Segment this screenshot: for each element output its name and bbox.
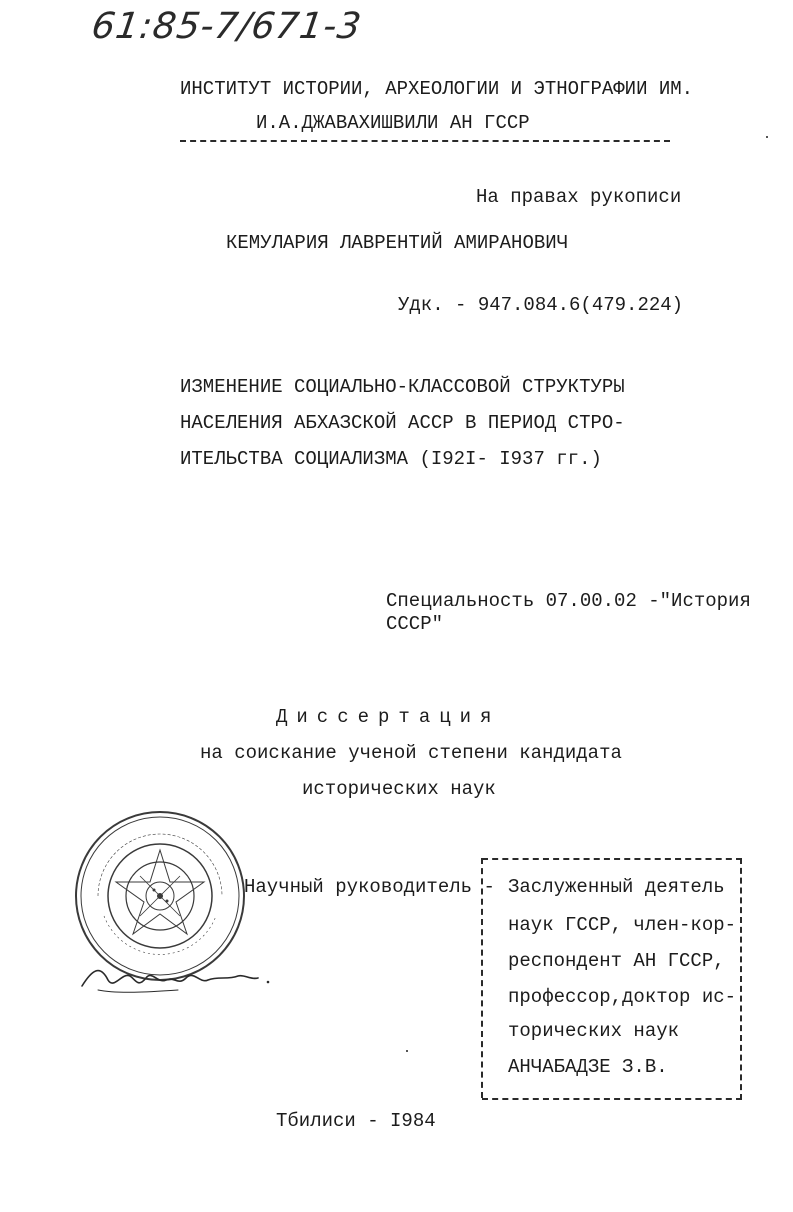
dissertation-line-2: исторических наук bbox=[302, 778, 496, 800]
supervisor-line-1: Заслуженный деятель bbox=[508, 876, 725, 898]
supervisor-label: Научный руководитель - bbox=[244, 876, 495, 898]
title-line-3: ИТЕЛЬСТВА СОЦИАЛИЗМА (I92I- I937 гг.) bbox=[180, 448, 602, 470]
specialty-line-2: СССР" bbox=[386, 613, 444, 635]
supervisor-line-6: АНЧАБАДЗЕ З.В. bbox=[508, 1056, 668, 1078]
institute-line-1: ИНСТИТУТ ИСТОРИИ, АРХЕОЛОГИИ И ЭТНОГРАФИИ ИМ. bbox=[180, 78, 694, 100]
header-divider bbox=[180, 140, 670, 142]
dissertation-heading: Диссертация bbox=[276, 706, 501, 728]
specialty-line-1: Специальность 07.00.02 -"История bbox=[386, 590, 751, 612]
paper-speck bbox=[766, 136, 768, 138]
archive-code-handwritten: 61:85-7/671-3 bbox=[89, 6, 365, 47]
dissertation-line-1: на соискание ученой степени кандидата bbox=[200, 742, 622, 764]
title-line-1: ИЗМЕНЕНИЕ СОЦИАЛЬНО-КЛАССОВОЙ СТРУКТУРЫ bbox=[180, 376, 625, 398]
title-line-2: НАСЕЛЕНИЯ АБХАЗСКОЙ АССР В ПЕРИОД СТРО- bbox=[180, 412, 625, 434]
author-name: КЕМУЛАРИЯ ЛАВРЕНТИЙ АМИРАНОВИЧ bbox=[226, 232, 569, 254]
supervisor-signature bbox=[78, 950, 278, 1000]
supervisor-line-2: наук ГССР, член-кор- bbox=[508, 914, 737, 936]
manuscript-note: На правах рукописи bbox=[476, 186, 682, 208]
supervisor-line-4: профессор,доктор ис- bbox=[508, 986, 737, 1008]
supervisor-line-5: торических наук bbox=[508, 1020, 680, 1042]
supervisor-line-3: респондент АН ГССР, bbox=[508, 950, 725, 972]
institute-line-2: И.А.ДЖАВАХИШВИЛИ АН ГССР bbox=[256, 112, 530, 134]
city-year: Тбилиси - I984 bbox=[276, 1110, 436, 1132]
paper-speck bbox=[406, 1050, 408, 1052]
udk-code: Удк. - 947.084.6(479.224) bbox=[398, 294, 684, 316]
